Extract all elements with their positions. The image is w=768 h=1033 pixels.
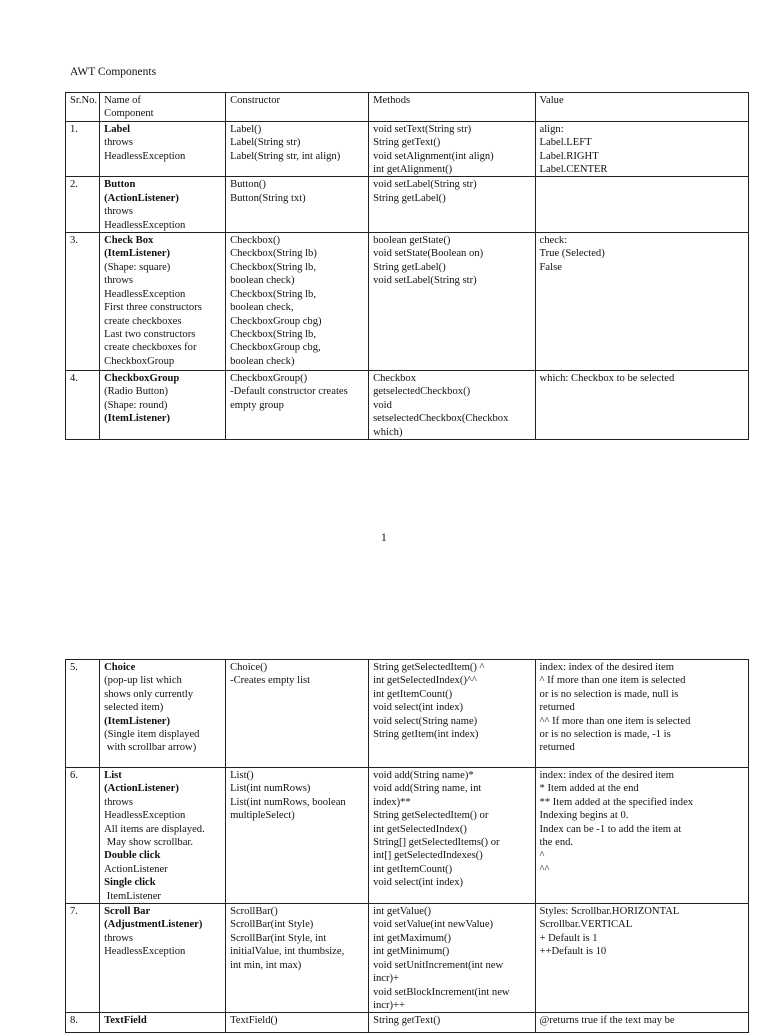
component-name-line: (ItemListener): [104, 413, 171, 425]
cell-constructor: [226, 768, 369, 904]
value-line: or is no selection is made, null is: [539, 688, 679, 700]
component-name-line: throws: [104, 796, 133, 808]
cell-component-name: [100, 233, 226, 371]
value-line: ^ If more than one item is selected: [539, 675, 686, 687]
method-line: int getValue(): [373, 906, 432, 918]
method-line: void add(String name, int: [373, 783, 482, 795]
cell-methods: [369, 121, 535, 177]
method-line: incr)+: [373, 973, 400, 985]
method-line: int getSelectedIndex()^^: [373, 675, 477, 687]
table-body-page2: [66, 660, 749, 1033]
value-line: + Default is 1: [539, 932, 598, 944]
table-row: [66, 904, 749, 1013]
value-line: which: Checkbox to be selected: [539, 373, 675, 385]
component-name-line: ItemListener: [104, 890, 161, 902]
value-line: ++Default is 10: [539, 946, 607, 958]
method-line: void setLabel(String str): [373, 275, 477, 287]
cell-srno: 2.: [66, 177, 100, 233]
cell-value: [535, 768, 748, 904]
method-line: int getMinimum(): [373, 946, 450, 958]
component-name-line: (Shape: round): [104, 399, 168, 411]
cell-component-name: [100, 177, 226, 233]
value-line: index: index of the desired item: [539, 770, 674, 781]
cell-srno: 8.: [66, 1013, 100, 1033]
constructor-line: -Default constructor creates: [230, 386, 348, 398]
constructor-line: Label(String str, int align): [230, 150, 341, 162]
method-line: int getMaximum(): [373, 932, 452, 944]
cell-component-name: [100, 904, 226, 1013]
constructor-line: CheckboxGroup(): [230, 373, 308, 385]
method-line: void add(String name)*: [373, 770, 474, 781]
method-line: String[] getSelectedItems() or: [373, 837, 500, 849]
cell-constructor: [226, 1013, 369, 1033]
method-line: which): [373, 426, 403, 438]
method-line: String getItem(int index): [373, 729, 479, 741]
table-row: [66, 371, 749, 440]
cell-srno: 6.: [66, 768, 100, 904]
method-line: void setText(String str): [373, 123, 472, 135]
component-name-line: CheckboxGroup: [104, 355, 175, 367]
cell-constructor: [226, 660, 369, 768]
table-row: [66, 660, 749, 768]
cell-component-name: [100, 660, 226, 768]
component-name-line: List: [104, 770, 122, 781]
value-line: align:: [539, 123, 564, 135]
component-name-line: (pop-up list which: [104, 675, 182, 687]
constructor-line: -Creates empty list: [230, 675, 311, 687]
component-name-line: (ItemListener): [104, 248, 171, 260]
component-name-line: May show scrollbar.: [104, 837, 194, 849]
constructor-line: List(int numRows, boolean: [230, 796, 346, 808]
constructor-line: ScrollBar(): [230, 906, 278, 918]
component-name-line: selected item): [104, 702, 164, 714]
constructor-line: Checkbox(String lb): [230, 248, 317, 260]
method-line: String getSelectedItem() ^: [373, 662, 485, 673]
cell-srno: 4.: [66, 371, 100, 440]
cell-constructor: [226, 371, 369, 440]
component-name-line: create checkboxes for: [104, 342, 197, 354]
value-line: Indexing begins at 0.: [539, 810, 629, 822]
header-name: [100, 93, 226, 122]
component-name-line: HeadlessException: [104, 150, 186, 162]
header-constructor: Constructor: [226, 93, 369, 122]
method-line: boolean getState(): [373, 235, 451, 247]
constructor-line: multipleSelect): [230, 810, 295, 822]
component-name-line: throws: [104, 932, 133, 944]
table-row: [66, 177, 749, 233]
method-line: int[] getSelectedIndexes(): [373, 850, 483, 862]
cell-value: [535, 660, 748, 768]
constructor-line: CheckboxGroup cbg): [230, 315, 322, 327]
method-line: String getText(): [373, 137, 441, 149]
method-line: String getText(): [373, 1015, 441, 1027]
component-name-line: (ItemListener): [104, 715, 171, 727]
constructor-line: Checkbox(String lb,: [230, 328, 316, 340]
value-line: returned: [539, 702, 575, 714]
value-line: the end.: [539, 837, 574, 849]
method-line: setselectedCheckbox(Checkbox: [373, 413, 509, 425]
method-line: String getLabel(): [373, 261, 446, 273]
component-name-line: throws: [104, 137, 133, 149]
table-row: [66, 1013, 749, 1033]
component-name-line: (ActionListener): [104, 192, 179, 204]
cell-srno: 1.: [66, 121, 100, 177]
method-line: void setState(Boolean on): [373, 248, 484, 260]
component-name-line: Choice: [104, 662, 136, 673]
value-line: Label.RIGHT: [539, 150, 599, 162]
constructor-line: Label(String str): [230, 137, 301, 149]
component-name-line: with scrollbar arrow): [104, 742, 197, 754]
method-line: void setValue(int newValue): [373, 919, 494, 931]
cell-methods: [369, 371, 535, 440]
constructor-line: TextField(): [230, 1015, 278, 1027]
awt-components-table: [65, 92, 749, 440]
method-line: String getSelectedItem() or: [373, 810, 489, 822]
value-line: index: index of the desired item: [539, 662, 674, 673]
cell-value: [535, 121, 748, 177]
cell-srno: 7.: [66, 904, 100, 1013]
component-name-line: (ActionListener): [104, 783, 179, 795]
cell-component-name: [100, 768, 226, 904]
method-line: void setAlignment(int align): [373, 150, 494, 162]
constructor-line: empty group: [230, 399, 284, 411]
value-line: ** Item added at the specified index: [539, 796, 694, 808]
constructor-line: Button(): [230, 179, 266, 191]
component-name-line: Scroll Bar: [104, 906, 151, 918]
component-name-line: Label: [104, 123, 131, 135]
method-line: void setUnitIncrement(int new: [373, 959, 504, 971]
header-methods: Methods: [369, 93, 535, 122]
method-line: int getAlignment(): [373, 164, 453, 176]
value-line: Scrollbar.VERTICAL: [539, 919, 633, 931]
method-line: Checkbox: [373, 373, 417, 385]
cell-constructor: [226, 177, 369, 233]
component-name-line: (AdjustmentListener): [104, 919, 203, 931]
method-line: void select(int index): [373, 702, 464, 714]
value-line: Styles: Scrollbar.HORIZONTAL: [539, 906, 680, 918]
cell-value: [535, 904, 748, 1013]
method-line: void select(String name): [373, 715, 478, 727]
cell-methods: [369, 1013, 535, 1033]
constructor-line: Button(String txt): [230, 192, 306, 204]
cell-methods: [369, 233, 535, 371]
constructor-line: ScrollBar(int Style, int: [230, 932, 327, 944]
cell-value: [535, 177, 748, 233]
table-row: [66, 121, 749, 177]
cell-methods: [369, 177, 535, 233]
method-line: void setBlockIncrement(int new: [373, 986, 510, 998]
constructor-line: Label(): [230, 123, 262, 135]
constructor-line: Checkbox(String lb,: [230, 261, 316, 273]
header-name-line: Component: [104, 108, 154, 120]
document-title: AWT Components: [70, 66, 157, 78]
value-line: ^^: [539, 863, 550, 875]
method-line: void: [373, 399, 392, 411]
value-line: check:: [539, 235, 568, 247]
cell-component-name: [100, 1013, 226, 1033]
constructor-line: ScrollBar(int Style): [230, 919, 314, 931]
value-line: False: [539, 261, 562, 273]
method-line: getselectedCheckbox(): [373, 386, 471, 398]
cell-value: [535, 371, 748, 440]
header-name-line: Name of: [104, 95, 141, 106]
value-line: Label.CENTER: [539, 164, 608, 176]
cell-methods: [369, 660, 535, 768]
component-name-line: Last two constructors: [104, 328, 196, 340]
component-name-line: create checkboxes: [104, 315, 182, 327]
header-srno: Sr.No.: [66, 93, 100, 122]
cell-value: [535, 1013, 748, 1033]
cell-methods: [369, 768, 535, 904]
component-name-line: (Shape: square): [104, 261, 171, 273]
awt-components-table-continued: [65, 659, 749, 1033]
method-line: int getItemCount(): [373, 688, 453, 700]
value-line: True (Selected): [539, 248, 605, 260]
constructor-line: initialValue, int thumbsize,: [230, 946, 345, 958]
component-name-line: ActionListener: [104, 863, 168, 875]
component-name-line: TextField: [104, 1015, 147, 1027]
component-name-line: (Radio Button): [104, 386, 168, 398]
constructor-line: boolean check): [230, 355, 295, 367]
cell-component-name: [100, 371, 226, 440]
header-value: Value: [535, 93, 748, 122]
component-name-line: shows only currently: [104, 688, 193, 700]
table-body-page1: [66, 121, 749, 439]
method-line: int getItemCount(): [373, 863, 453, 875]
component-name-line: Single click: [104, 877, 156, 889]
component-name-line: throws: [104, 275, 133, 287]
component-name-line: HeadlessException: [104, 946, 186, 958]
method-line: String getLabel(): [373, 192, 446, 204]
component-name-line: HeadlessException: [104, 288, 186, 300]
constructor-line: Checkbox(String lb,: [230, 288, 316, 300]
value-line: returned: [539, 742, 575, 754]
value-line: Label.LEFT: [539, 137, 592, 149]
method-line: index)**: [373, 796, 411, 808]
constructor-line: boolean check,: [230, 302, 294, 314]
constructor-line: Choice(): [230, 662, 268, 673]
value-line: or is no selection is made, -1 is: [539, 729, 671, 741]
cell-constructor: [226, 121, 369, 177]
value-line: Index can be -1 to add the item at: [539, 823, 682, 835]
constructor-line: Checkbox(): [230, 235, 281, 247]
component-name-line: (Single item displayed: [104, 729, 200, 741]
constructor-line: List(): [230, 770, 254, 781]
method-line: int getSelectedIndex(): [373, 823, 467, 835]
cell-constructor: [226, 904, 369, 1013]
table-row: [66, 768, 749, 904]
cell-methods: [369, 904, 535, 1013]
component-name-line: CheckboxGroup: [104, 373, 180, 385]
component-name-line: throws: [104, 206, 133, 218]
component-name-line: First three constructors: [104, 302, 202, 314]
constructor-line: int min, int max): [230, 959, 302, 971]
cell-srno: 5.: [66, 660, 100, 768]
cell-constructor: [226, 233, 369, 371]
constructor-line: CheckboxGroup cbg,: [230, 342, 321, 354]
value-line: ^^ If more than one item is selected: [539, 715, 691, 727]
component-name-line: HeadlessException: [104, 219, 186, 231]
component-name-line: HeadlessException: [104, 810, 186, 822]
method-line: void select(int index): [373, 877, 464, 889]
method-line: void setLabel(String str): [373, 179, 477, 191]
cell-value: [535, 233, 748, 371]
table-header-row: [66, 93, 749, 122]
constructor-line: List(int numRows): [230, 783, 311, 795]
constructor-line: boolean check): [230, 275, 295, 287]
component-name-line: All items are displayed.: [104, 823, 205, 835]
table-row: [66, 233, 749, 371]
cell-component-name: [100, 121, 226, 177]
value-line: * Item added at the end: [539, 783, 639, 795]
cell-srno: 3.: [66, 233, 100, 371]
value-line: @returns true if the text may be: [539, 1015, 675, 1027]
method-line: incr)++: [373, 999, 406, 1011]
value-line: ^: [539, 850, 545, 862]
component-name-line: Button: [104, 179, 136, 191]
page-number: 1: [381, 532, 387, 544]
component-name-line: Double click: [104, 850, 161, 862]
component-name-line: Check Box: [104, 235, 154, 247]
